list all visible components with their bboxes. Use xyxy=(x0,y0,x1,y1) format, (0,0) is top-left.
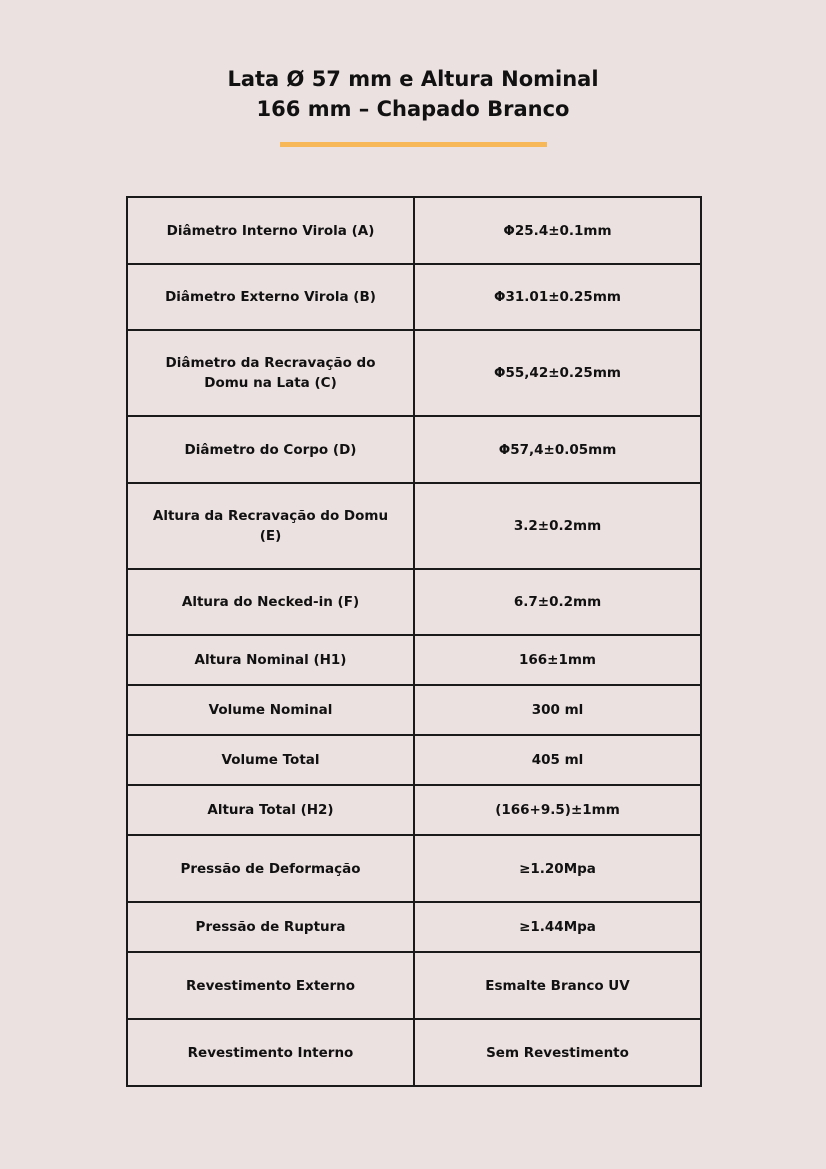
spec-label: Diâmetro da Recravação do Domu na Lata (C) xyxy=(127,330,414,416)
table-row xyxy=(127,483,701,569)
table-row xyxy=(127,785,701,835)
spec-label: Altura da Recravação do Domu (E) xyxy=(127,483,414,569)
spec-value: Φ57,4±0.05mm xyxy=(414,416,701,483)
spec-value: Φ55,42±0.25mm xyxy=(414,330,701,416)
spec-label: Altura do Necked-in (F) xyxy=(127,569,414,635)
table-row xyxy=(127,569,701,635)
table-row xyxy=(127,952,701,1019)
spec-value: ≥1.44Mpa xyxy=(414,902,701,952)
spec-value: 405 ml xyxy=(414,735,701,785)
spec-label: Altura Total (H2) xyxy=(127,785,414,835)
spec-label: Pressão de Deformação xyxy=(127,835,414,902)
spec-value: Sem Revestimento xyxy=(414,1019,701,1086)
spec-value: 166±1mm xyxy=(414,635,701,685)
table-row xyxy=(127,416,701,483)
spec-label: Diâmetro Externo Virola (B) xyxy=(127,264,414,330)
table-row xyxy=(127,635,701,685)
table-row xyxy=(127,330,701,416)
table-row xyxy=(127,197,701,264)
spec-label: Diâmetro Interno Virola (A) xyxy=(127,197,414,264)
spec-label: Revestimento Externo xyxy=(127,952,414,1019)
spec-label: Altura Nominal (H1) xyxy=(127,635,414,685)
spec-value: 6.7±0.2mm xyxy=(414,569,701,635)
table-row xyxy=(127,902,701,952)
spec-value: Φ31.01±0.25mm xyxy=(414,264,701,330)
page-title xyxy=(0,64,826,124)
title-line-1: Lata Ø 57 mm e Altura Nominal xyxy=(227,67,599,91)
spec-label: Pressão de Ruptura xyxy=(127,902,414,952)
title-line-2: 166 mm – Chapado Branco xyxy=(256,97,570,121)
table-row xyxy=(127,685,701,735)
spec-label: Revestimento Interno xyxy=(127,1019,414,1086)
table-row xyxy=(127,1019,701,1086)
spec-label: Diâmetro do Corpo (D) xyxy=(127,416,414,483)
spec-label: Volume Total xyxy=(127,735,414,785)
spec-value: ≥1.20Mpa xyxy=(414,835,701,902)
spec-value: 300 ml xyxy=(414,685,701,735)
spec-value: 3.2±0.2mm xyxy=(414,483,701,569)
table-row xyxy=(127,835,701,902)
table-row xyxy=(127,735,701,785)
spec-value: Φ25.4±0.1mm xyxy=(414,197,701,264)
specifications-table xyxy=(126,196,702,1087)
table-row xyxy=(127,264,701,330)
title-underline xyxy=(280,142,547,147)
spec-value: Esmalte Branco UV xyxy=(414,952,701,1019)
spec-label: Volume Nominal xyxy=(127,685,414,735)
spec-value: (166+9.5)±1mm xyxy=(414,785,701,835)
